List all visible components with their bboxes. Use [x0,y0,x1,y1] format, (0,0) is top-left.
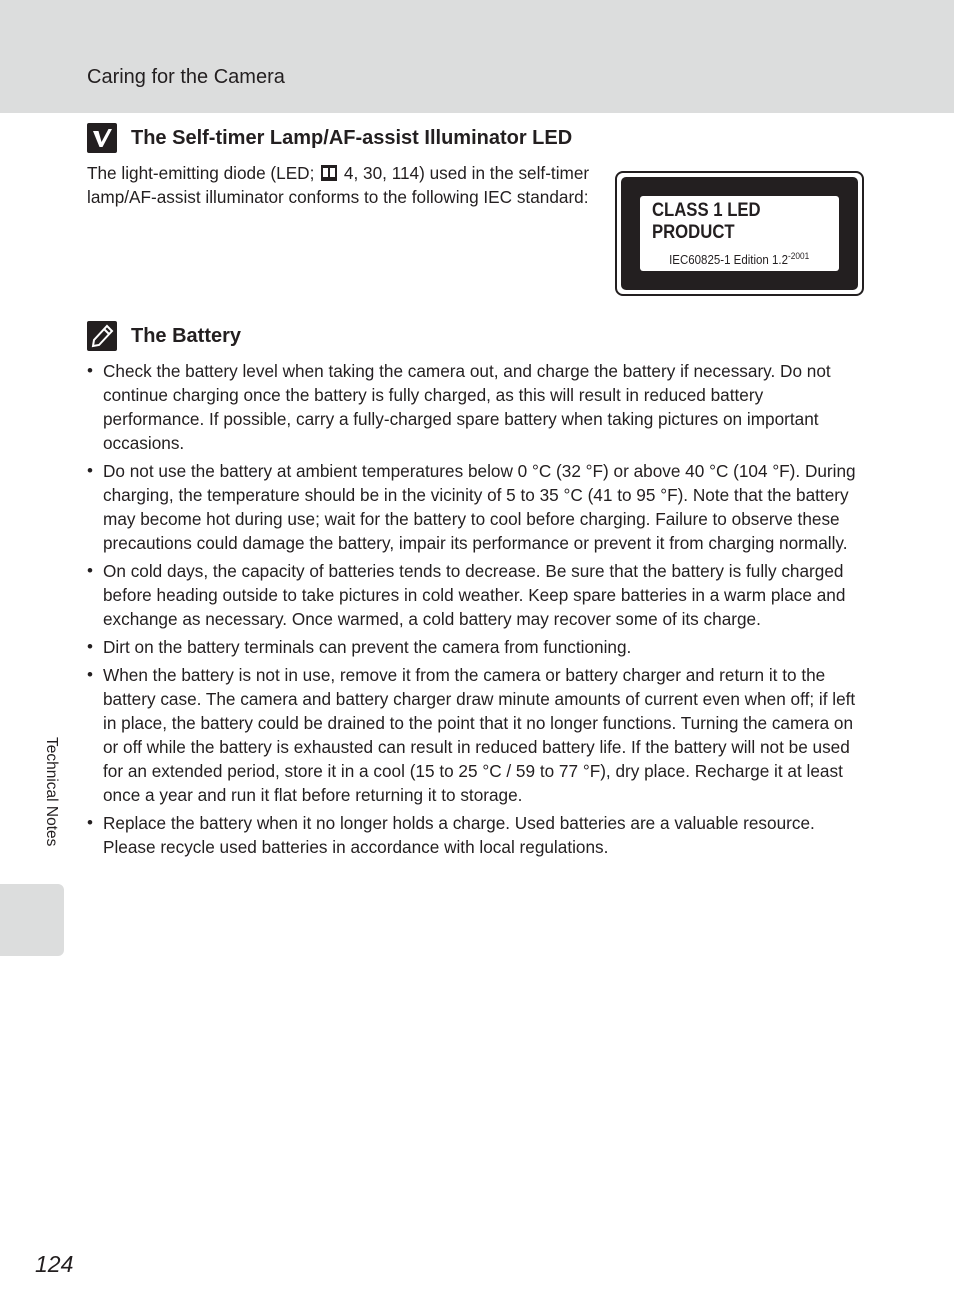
header-band [0,0,954,113]
list-item: • When the battery is not in use, remove it from the camera or battery charger and return it to the battery case. The camera and battery charger draw minute amounts of current even when off; if left in place, the battery could be drained to the point that it no longer functions. Turning the camera on or off while the battery is exhausted can result in reduced battery life. If the battery will not be used for an extended period, store it in a cool (15 to 25 °C / 59 to 77 °F), dry place. Recharge it at least once a year and run it flat before returning it to storage. [87,663,867,807]
led-section-title: The Self-timer Lamp/AF-assist Illuminator LED [131,126,573,149]
led-class-label [615,171,864,296]
running-header: Caring for the Camera [87,66,285,88]
battery-section-heading [87,320,867,352]
list-item: • Check the battery level when taking the camera out, and charge the battery if necessary. Do not continue charging once the battery is fully charged, as this will result in reduced battery performance. If possible, carry a fully-charged spare battery when taking pictures on important occasions. [87,359,867,455]
led-label-frame [621,177,858,290]
led-section-heading [87,122,867,154]
side-tab-label: Technical Notes [43,737,60,847]
led-standard-text [669,251,809,267]
checkmark-icon [87,123,117,153]
list-item: • On cold days, the capacity of batteries tends to decrease. Be sure that the battery is fully charged before heading outside to take pictures in cold weather. Keep spare batteries in a warm place and exchange as necessary. Once warmed, a cold battery may recover some of its charge. [87,559,867,631]
led-paragraph-before: The light-emitting diode (LED; [87,163,320,183]
led-paragraph [87,161,599,209]
led-standard-main: IEC60825-1 Edition 1.2 [669,253,789,268]
list-item: • Replace the battery when it no longer holds a charge. Used batteries are a valuable resource. Please recycle used batteries in accordance with local regulations. [87,811,867,859]
led-class-text: CLASS 1 LED PRODUCT [651,199,761,243]
list-item: • Do not use the battery at ambient temperatures below 0 °C (32 °F) or above 40 °C (104 °F). During charging, the temperature should be in the vicinity of 5 to 35 °C (41 to 95 °F). Note that the battery may become hot during use; wait for the battery to cool before charging. Failure to observe these precautions could damage the battery, impair its performance or prevent it from charging normally. [87,459,867,555]
page-number: 124 [35,1251,74,1277]
page-reference-icon [321,165,337,181]
led-section [87,122,867,154]
list-item: • Dirt on the battery terminals can prevent the camera from functioning. [87,635,867,659]
battery-bullet-list [87,359,867,863]
led-standard-sup: -2001 [788,250,810,261]
side-tab-marker [0,884,64,956]
battery-section-title: The Battery [131,324,242,347]
led-label-card [640,196,839,271]
pencil-icon [87,321,117,351]
battery-section [87,320,867,352]
led-paragraph-after: 4, 30, 114) used in the self-timer lamp/AF-assist illuminator conforms to the following IEC standard: [87,163,590,207]
